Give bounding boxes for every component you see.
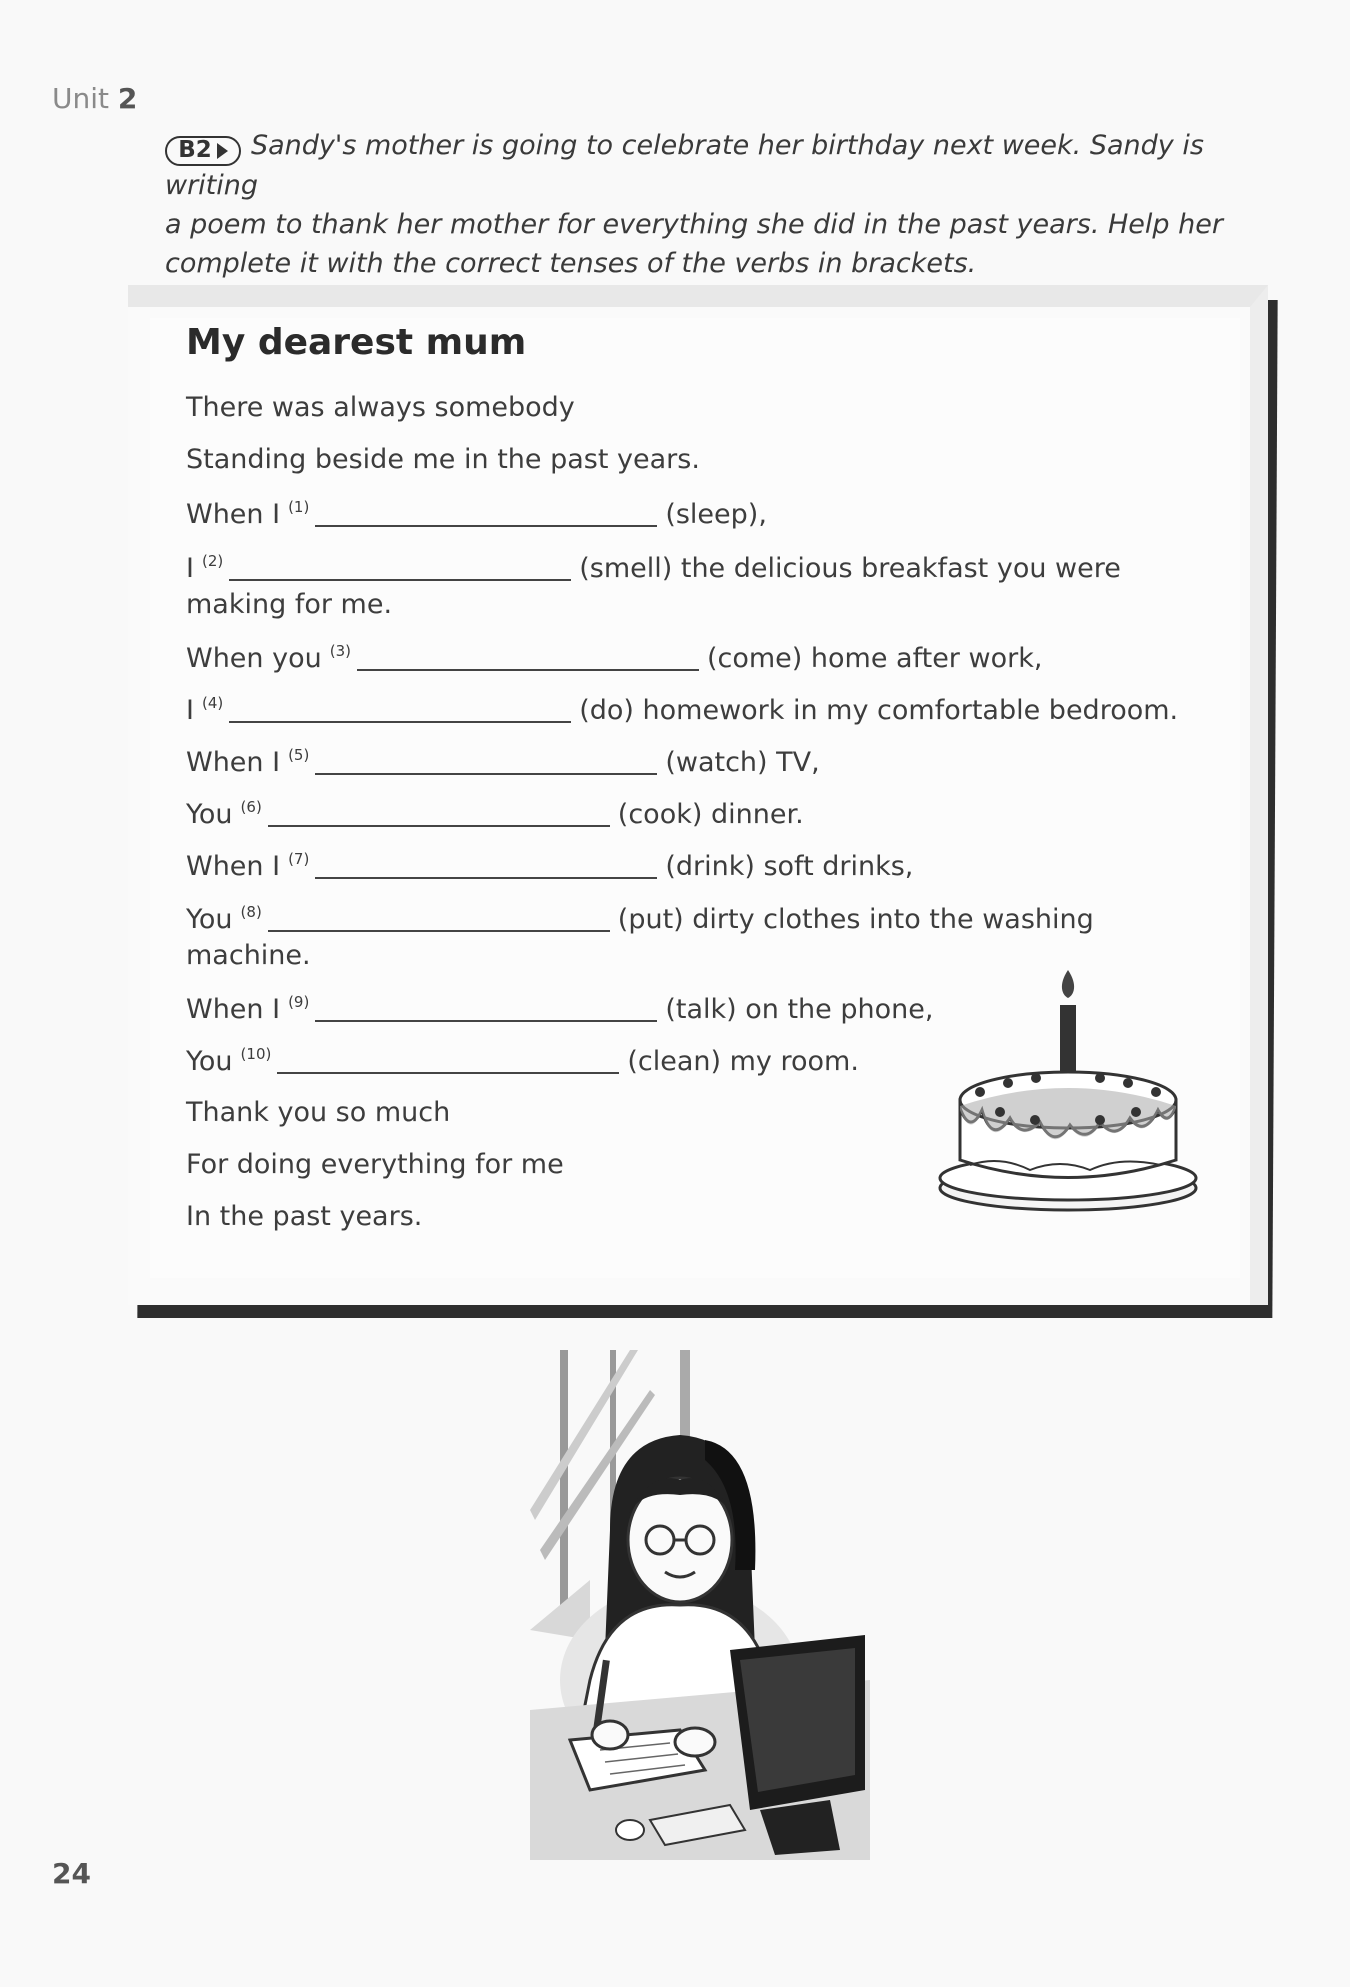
page-number: 24 [52, 1857, 91, 1890]
instruction-line-2: a poem to thank her mother for everything she did in the past years. Help her [165, 208, 1223, 240]
answer-blank-1[interactable] [315, 499, 657, 527]
answer-blank-8[interactable] [268, 904, 610, 932]
girl-studying-illustration [530, 1350, 870, 1860]
poem-line-9: When I $^{(9)}$ (talk) on the phone, [186, 993, 934, 1025]
poem-line-6: You $^{(6)}$ (cook) dinner. [186, 798, 804, 830]
instruction-line-1: Sandy's mother is going to celebrate her birthday next week. Sandy is writing [165, 130, 1204, 201]
unit-label: Unit [52, 82, 109, 115]
unit-number: 2 [117, 82, 138, 115]
poem-outro-line-1: Thank you so much [186, 1097, 451, 1128]
unit-header [52, 82, 137, 115]
birthday-cake-illustration [930, 960, 1200, 1220]
poem-intro-line-1: There was always somebody [186, 392, 575, 423]
exercise-badge: B2 [165, 136, 241, 166]
poem-intro-line-2: Standing beside me in the past years. [186, 444, 700, 475]
poem-line-7: When I $^{(7)}$ (drink) soft drinks, [186, 850, 914, 882]
answer-blank-7[interactable] [315, 851, 657, 879]
poem-line-2: I $^{(2)}$ (smell) the delicious breakfast you were [186, 552, 1121, 584]
poem-title: My dearest mum [186, 322, 527, 363]
answer-blank-10[interactable] [277, 1046, 619, 1074]
poem-outro-line-3: In the past years. [186, 1201, 423, 1232]
exercise-instruction [165, 126, 1235, 283]
poem-line-5: When I $^{(5)}$ (watch) TV, [186, 746, 820, 778]
play-arrow-icon [217, 143, 228, 159]
poem-line-3: When you $^{(3)}$ (come) home after work, [186, 642, 1043, 674]
poem-line-4: I $^{(4)}$ (do) homework in my comfortable bedroom. [186, 694, 1179, 726]
answer-blank-3[interactable] [357, 643, 699, 671]
poem-line-8-continued: machine. [186, 940, 311, 971]
answer-blank-5[interactable] [315, 747, 657, 775]
poem-line-10: You $^{(10)}$ (clean) my room. [186, 1045, 859, 1077]
poem-outro-line-2: For doing everything for me [186, 1149, 564, 1180]
poem-line-2-continued: making for me. [186, 589, 393, 620]
poem-line-8: You $^{(8)}$ (put) dirty clothes into the washing [186, 903, 1094, 935]
poem-line-1: When I $^{(1)}$ (sleep), [186, 498, 767, 530]
answer-blank-4[interactable] [229, 695, 571, 723]
answer-blank-6[interactable] [268, 799, 610, 827]
instruction-line-3: complete it with the correct tenses of the verbs in brackets. [165, 247, 977, 279]
answer-blank-9[interactable] [315, 994, 657, 1022]
answer-blank-2[interactable] [229, 553, 571, 581]
